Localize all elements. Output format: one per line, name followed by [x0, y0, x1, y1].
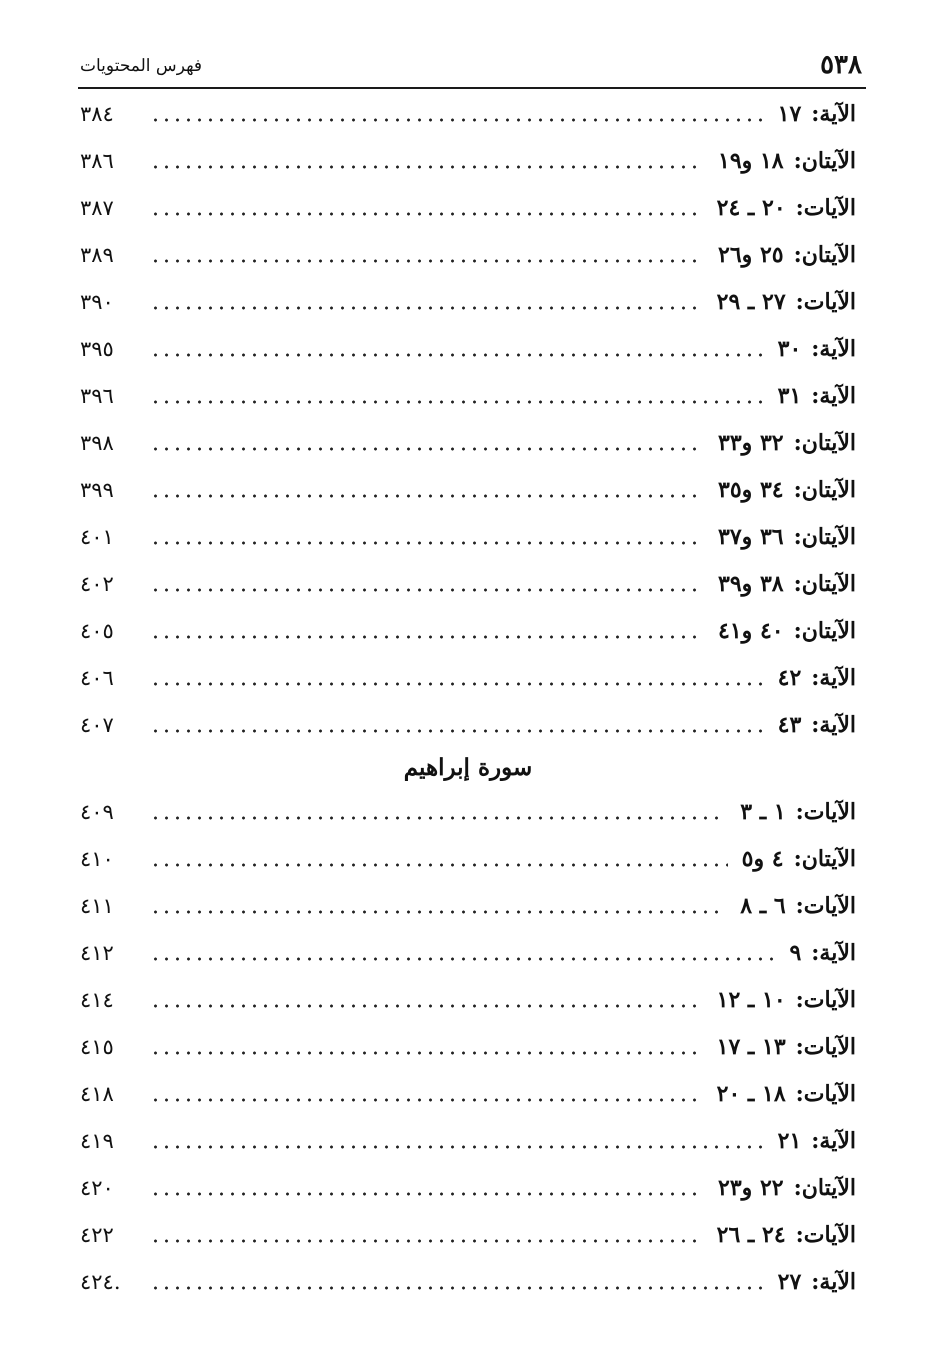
entry-label: الآيات: — [795, 892, 856, 919]
toc-entry — [80, 1023, 856, 1070]
toc-entry — [80, 976, 856, 1023]
surah-heading: سورة إبراهيم — [403, 754, 533, 781]
entry-page-number: ٤١١ — [80, 893, 114, 918]
dot-leader — [150, 1049, 703, 1057]
entry-verses: ٣٦ و٣٧ — [718, 523, 784, 550]
dot-leader — [150, 539, 704, 547]
toc-entry — [80, 231, 856, 278]
entry-verses: ١٣ ـ ١٧ — [716, 1033, 786, 1060]
toc-entry — [80, 1070, 856, 1117]
dot-leader — [150, 814, 726, 822]
header-rule — [78, 87, 866, 89]
entry-page-number: ٤٠٦ — [80, 665, 114, 690]
entry-verses: ١٨ و١٩ — [718, 147, 784, 174]
entry-label: الآية: — [811, 1268, 856, 1295]
entry-page-number: ٤٠٥ — [80, 618, 114, 643]
toc-entry — [80, 882, 856, 929]
toc-entry — [80, 701, 856, 748]
toc-entry — [80, 137, 856, 184]
dot-leader — [150, 351, 764, 359]
page-number: ٥٣٨ — [820, 50, 862, 80]
toc-entry — [80, 278, 856, 325]
dot-leader — [150, 586, 704, 594]
entry-verses: ١٧ — [777, 100, 802, 127]
dot-leader — [150, 1190, 704, 1198]
dot-leader — [150, 680, 764, 688]
entry-verses: ٤٠ و٤١ — [718, 617, 784, 644]
dot-leader — [150, 955, 775, 963]
dot-leader — [150, 633, 704, 641]
entry-label: الآية: — [811, 382, 856, 409]
dot-leader — [150, 1096, 703, 1104]
toc-entry — [80, 419, 856, 466]
entry-label: الآيات: — [795, 986, 856, 1013]
entry-label: الآيات: — [795, 1033, 856, 1060]
entry-label: الآيات: — [795, 194, 856, 221]
toc-section-previous-surah — [80, 90, 856, 748]
entry-page-number: ٤٠٢ — [80, 571, 114, 596]
table-of-contents — [80, 90, 856, 1305]
entry-verses: ١٠ ـ ١٢ — [716, 986, 786, 1013]
entry-verses: ٣٤ و٣٥ — [718, 476, 784, 503]
dot-leader — [150, 210, 703, 218]
dot-leader — [150, 257, 704, 265]
dot-leader — [150, 727, 764, 735]
entry-label: الآية: — [811, 335, 856, 362]
entry-label: الآية: — [811, 939, 856, 966]
entry-verses: ٣١ — [777, 382, 802, 409]
dot-leader — [150, 861, 728, 869]
entry-verses: ٢١ — [777, 1127, 802, 1154]
toc-entry — [80, 90, 856, 137]
toc-entry — [80, 1258, 856, 1305]
entry-label: الآيتان: — [793, 241, 856, 268]
page-header — [78, 50, 864, 88]
entry-verses: ٢٠ ـ ٢٤ — [716, 194, 786, 221]
entry-page-number: ٣٨٧ — [80, 195, 114, 220]
entry-verses: ١ ـ ٣ — [740, 798, 786, 825]
entry-label: الآيات: — [795, 288, 856, 315]
entry-label: الآيتان: — [793, 523, 856, 550]
entry-label: الآيات: — [795, 1080, 856, 1107]
entry-verses: ٢٥ و٢٦ — [718, 241, 784, 268]
entry-page-number: ٤٠٧ — [80, 712, 114, 737]
dot-leader — [150, 1143, 764, 1151]
entry-page-number: ٣٩٦ — [80, 383, 114, 408]
toc-entry — [80, 184, 856, 231]
toc-entry — [80, 788, 856, 835]
entry-label: الآية: — [811, 711, 856, 738]
dot-leader — [150, 1284, 764, 1292]
dot-leader — [150, 445, 704, 453]
entry-page-number: .٤٢٤ — [80, 1269, 121, 1294]
toc-entry — [80, 325, 856, 372]
toc-entry — [80, 466, 856, 513]
entry-label: الآيتان: — [793, 617, 856, 644]
entry-verses: ٣٨ و٣٩ — [718, 570, 784, 597]
toc-entry — [80, 560, 856, 607]
entry-label: الآيات: — [795, 798, 856, 825]
toc-entry — [80, 607, 856, 654]
dot-leader — [150, 908, 726, 916]
entry-page-number: ٣٩٩ — [80, 477, 114, 502]
entry-page-number: ٤١٥ — [80, 1034, 114, 1059]
entry-page-number: ٤١٢ — [80, 940, 114, 965]
entry-verses: ٣٠ — [777, 335, 802, 362]
toc-entry — [80, 835, 856, 882]
entry-page-number: ٣٩٨ — [80, 430, 114, 455]
entry-label: الآيتان: — [793, 476, 856, 503]
dot-leader — [150, 116, 764, 124]
entry-label: الآية: — [811, 100, 856, 127]
entry-page-number: ٤٢٠ — [80, 1175, 114, 1200]
entry-verses: ٢٢ و٢٣ — [718, 1174, 784, 1201]
entry-page-number: ٤١٩ — [80, 1128, 114, 1153]
toc-entry — [80, 513, 856, 560]
entry-verses: ٩ — [789, 939, 802, 966]
dot-leader — [150, 398, 764, 406]
dot-leader — [150, 163, 704, 171]
entry-verses: ٤٣ — [777, 711, 802, 738]
entry-verses: ٢٤ ـ ٢٦ — [716, 1221, 786, 1248]
toc-entry — [80, 1164, 856, 1211]
entry-label: الآية: — [811, 664, 856, 691]
entry-page-number: ٤٠١ — [80, 524, 114, 549]
toc-entry — [80, 372, 856, 419]
entry-page-number: ٤١٠ — [80, 846, 114, 871]
entry-verses: ٢٧ ـ ٢٩ — [716, 288, 786, 315]
entry-page-number: ٤٠٩ — [80, 799, 114, 824]
entry-verses: ٤ و٥ — [741, 845, 784, 872]
entry-label: الآيتان: — [793, 1174, 856, 1201]
dot-leader — [150, 304, 703, 312]
toc-section-ibrahim — [80, 788, 856, 1305]
entry-label: الآيتان: — [793, 147, 856, 174]
toc-entry — [80, 929, 856, 976]
entry-verses: ٤٢ — [777, 664, 802, 691]
running-header-title: فهرس المحتويات — [80, 56, 203, 76]
entry-page-number: ٣٨٩ — [80, 242, 114, 267]
dot-leader — [150, 492, 704, 500]
entry-label: الآيتان: — [793, 845, 856, 872]
entry-verses: ٢٧ — [777, 1268, 802, 1295]
entry-page-number: ٣٩٠ — [80, 289, 114, 314]
entry-label: الآيتان: — [793, 570, 856, 597]
dot-leader — [150, 1237, 703, 1245]
entry-verses: ١٨ ـ ٢٠ — [716, 1080, 786, 1107]
entry-page-number: ٤١٨ — [80, 1081, 114, 1106]
dot-leader — [150, 1002, 703, 1010]
entry-page-number: ٤١٤ — [80, 987, 114, 1012]
entry-verses: ٣٢ و٣٣ — [718, 429, 784, 456]
toc-entry — [80, 1117, 856, 1164]
entry-label: الآيات: — [795, 1221, 856, 1248]
toc-entry — [80, 654, 856, 701]
toc-entry — [80, 1211, 856, 1258]
entry-label: الآية: — [811, 1127, 856, 1154]
entry-label: الآيتان: — [793, 429, 856, 456]
entry-page-number: ٣٨٤ — [80, 101, 114, 126]
entry-page-number: ٣٨٦ — [80, 148, 114, 173]
entry-page-number: ٣٩٥ — [80, 336, 114, 361]
entry-page-number: ٤٢٢ — [80, 1222, 114, 1247]
entry-verses: ٦ ـ ٨ — [740, 892, 786, 919]
